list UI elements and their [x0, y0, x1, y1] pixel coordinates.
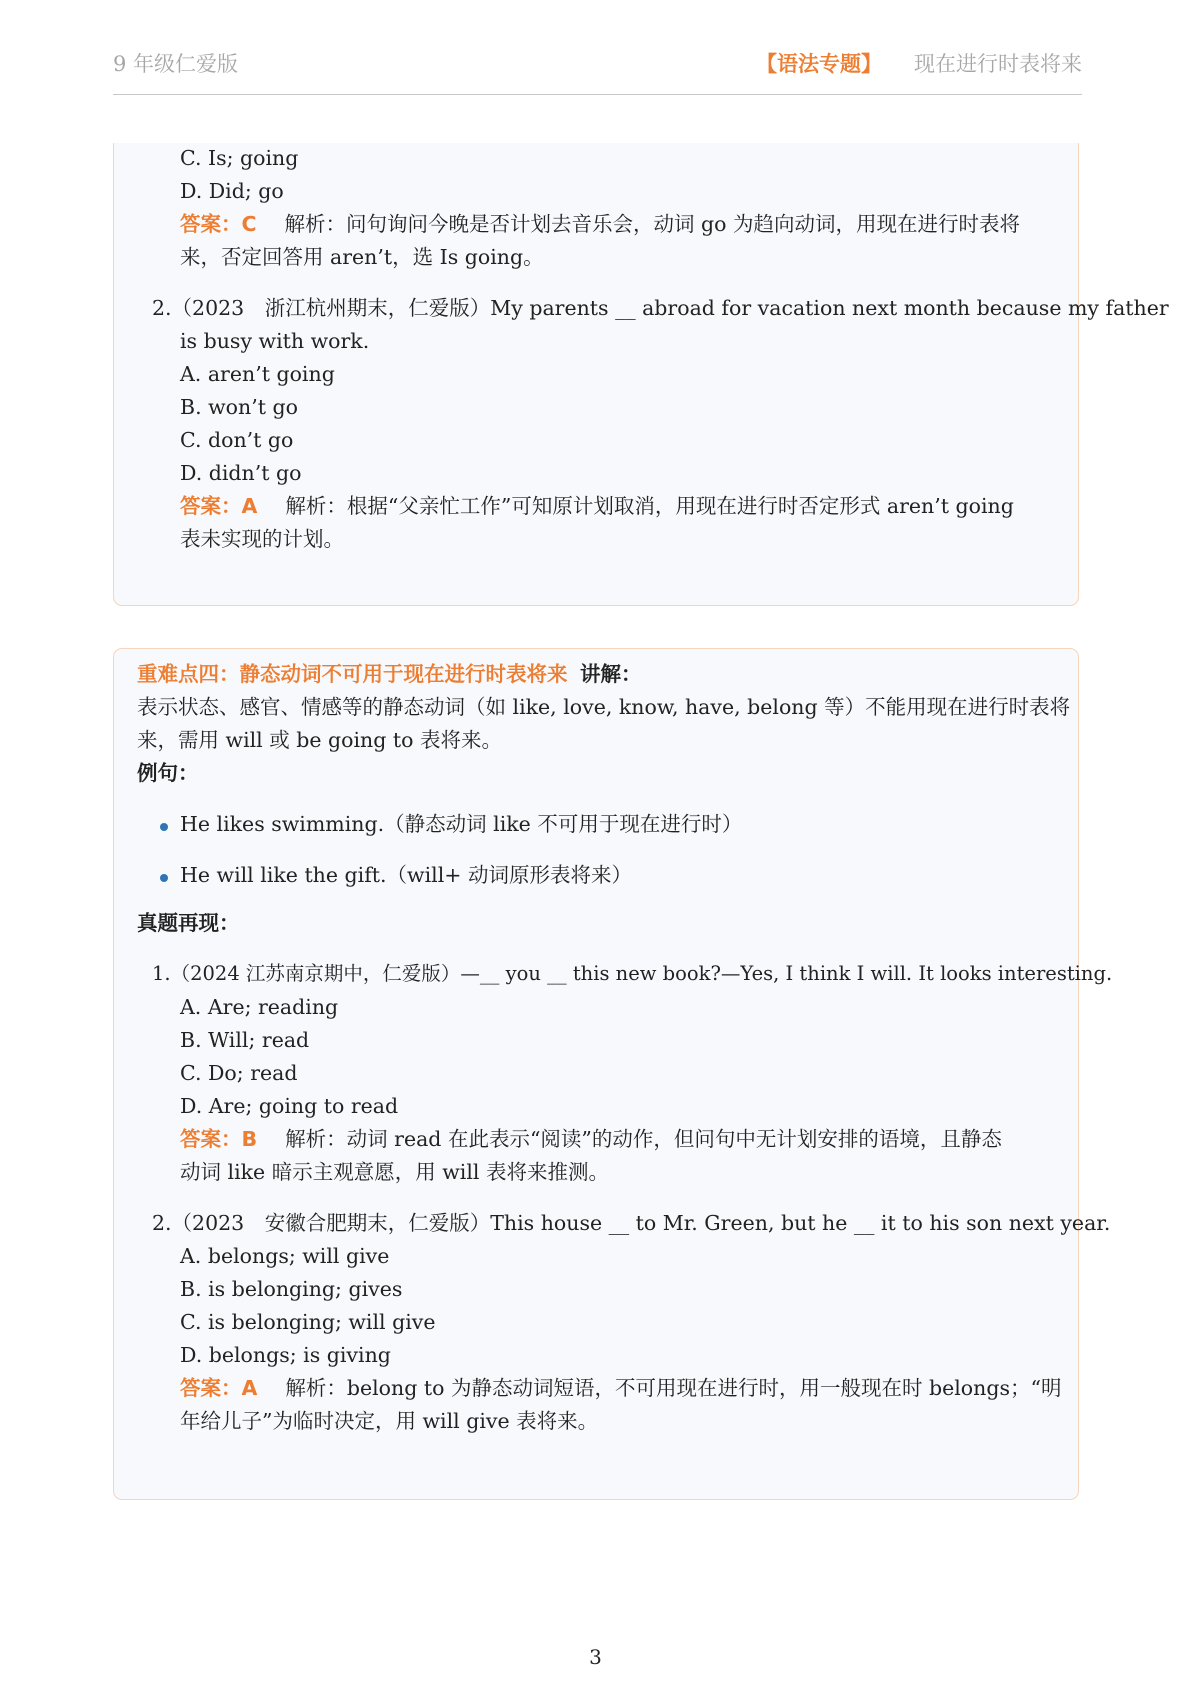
explain-text: 表示状态、感官、情感等的静态动词（如 like, love, know, have, belong 等）不能用现在进行时表将 [137, 695, 1071, 719]
explanation-text: 动词 like 暗示主观意愿，用 will 表将来推测。 [180, 1160, 609, 1184]
header-grade: 9 年级仁爱版 [113, 52, 239, 76]
option-line: D. Are; going to read [180, 1094, 399, 1118]
answer-label: 答案：B [180, 1127, 258, 1151]
answer-label: 答案：C [180, 212, 257, 236]
explanation-text: 来，否定回答用 aren’t，选 Is going。 [180, 245, 544, 269]
exercise-card-continued [113, 143, 1169, 606]
explanation-text: 表未实现的计划。 [180, 527, 344, 551]
option-line: A. Are; reading [180, 995, 339, 1019]
option-line: A. belongs; will give [180, 1244, 390, 1268]
key-point-card [113, 648, 1113, 1500]
question-stem: is busy with work. [180, 329, 370, 353]
question-stem: 1.（2024 江苏南京期中，仁爱版）—__ you __ this new book?—Yes, I think I will. It looks interesting. [152, 962, 1113, 985]
answer-line [180, 209, 1020, 239]
option-line: C. don’t go [180, 428, 294, 452]
answer-label: 答案：A [180, 1376, 258, 1400]
bullet-dot [160, 823, 168, 831]
answer-line [180, 1124, 1002, 1154]
key-point-heading [137, 659, 642, 689]
option-line: B. Will; read [180, 1028, 310, 1052]
option-line: D. didn’t go [180, 461, 302, 485]
header-tag: 【语法专题】 [756, 52, 882, 76]
answer-line [180, 491, 1014, 521]
answer-label: 答案：A [180, 494, 258, 518]
explain-label: 讲解： [580, 662, 642, 686]
key-point-title: 重难点四：静态动词不可用于现在进行时表将来 [137, 662, 568, 686]
example-sentence: He likes swimming.（静态动词 like 不可用于现在进行时） [180, 812, 743, 836]
page-number: 3 [589, 1645, 602, 1669]
page-header [113, 44, 1082, 95]
example-sentence: He will like the gift.（will+ 动词原形表将来） [180, 863, 632, 887]
real-exam-label: 真题再现： [137, 911, 240, 935]
explanation-text: 解析：belong to 为静态动词短语，不可用现在进行时，用一般现在时 belongs；“明 [285, 1376, 1062, 1400]
question-stem: 2.（2023 安徽合肥期末，仁爱版）This house __ to Mr. Green, but he __ it to his son next year. [152, 1211, 1111, 1235]
examples-label: 例句： [137, 761, 199, 785]
option-line: D. belongs; is giving [180, 1343, 391, 1367]
question-stem: 2.（2023 浙江杭州期末，仁爱版）My parents __ abroad for vacation next month because my father [152, 296, 1169, 320]
option-line: B. is belonging; gives [180, 1277, 403, 1301]
option-line: B. won’t go [180, 395, 298, 419]
option-line: C. Do; read [180, 1061, 298, 1085]
header-right [756, 48, 1082, 78]
option-line: C. Is; going [180, 146, 299, 170]
explanation-text: 年给儿子”为临时决定，用 will give 表将来。 [180, 1409, 599, 1433]
option-line: A. aren’t going [180, 362, 335, 386]
explanation-text: 解析：动词 read 在此表示“阅读”的动作，但问句中无计划安排的语境，且静态 [285, 1127, 1002, 1151]
explain-text: 来，需用 will 或 be going to 表将来。 [137, 728, 502, 752]
option-line: D. Did; go [180, 179, 284, 203]
option-line: C. is belonging; will give [180, 1310, 436, 1334]
explanation-text: 解析：问句询问今晚是否计划去音乐会，动词 go 为趋向动词，用现在进行时表将 [284, 212, 1021, 236]
bullet-dot [160, 874, 168, 882]
explanation-text: 解析：根据“父亲忙工作”可知原计划取消，用现在进行时否定形式 aren’t going [285, 494, 1014, 518]
answer-line [180, 1373, 1061, 1403]
header-topic: 现在进行时表将来 [914, 52, 1082, 76]
